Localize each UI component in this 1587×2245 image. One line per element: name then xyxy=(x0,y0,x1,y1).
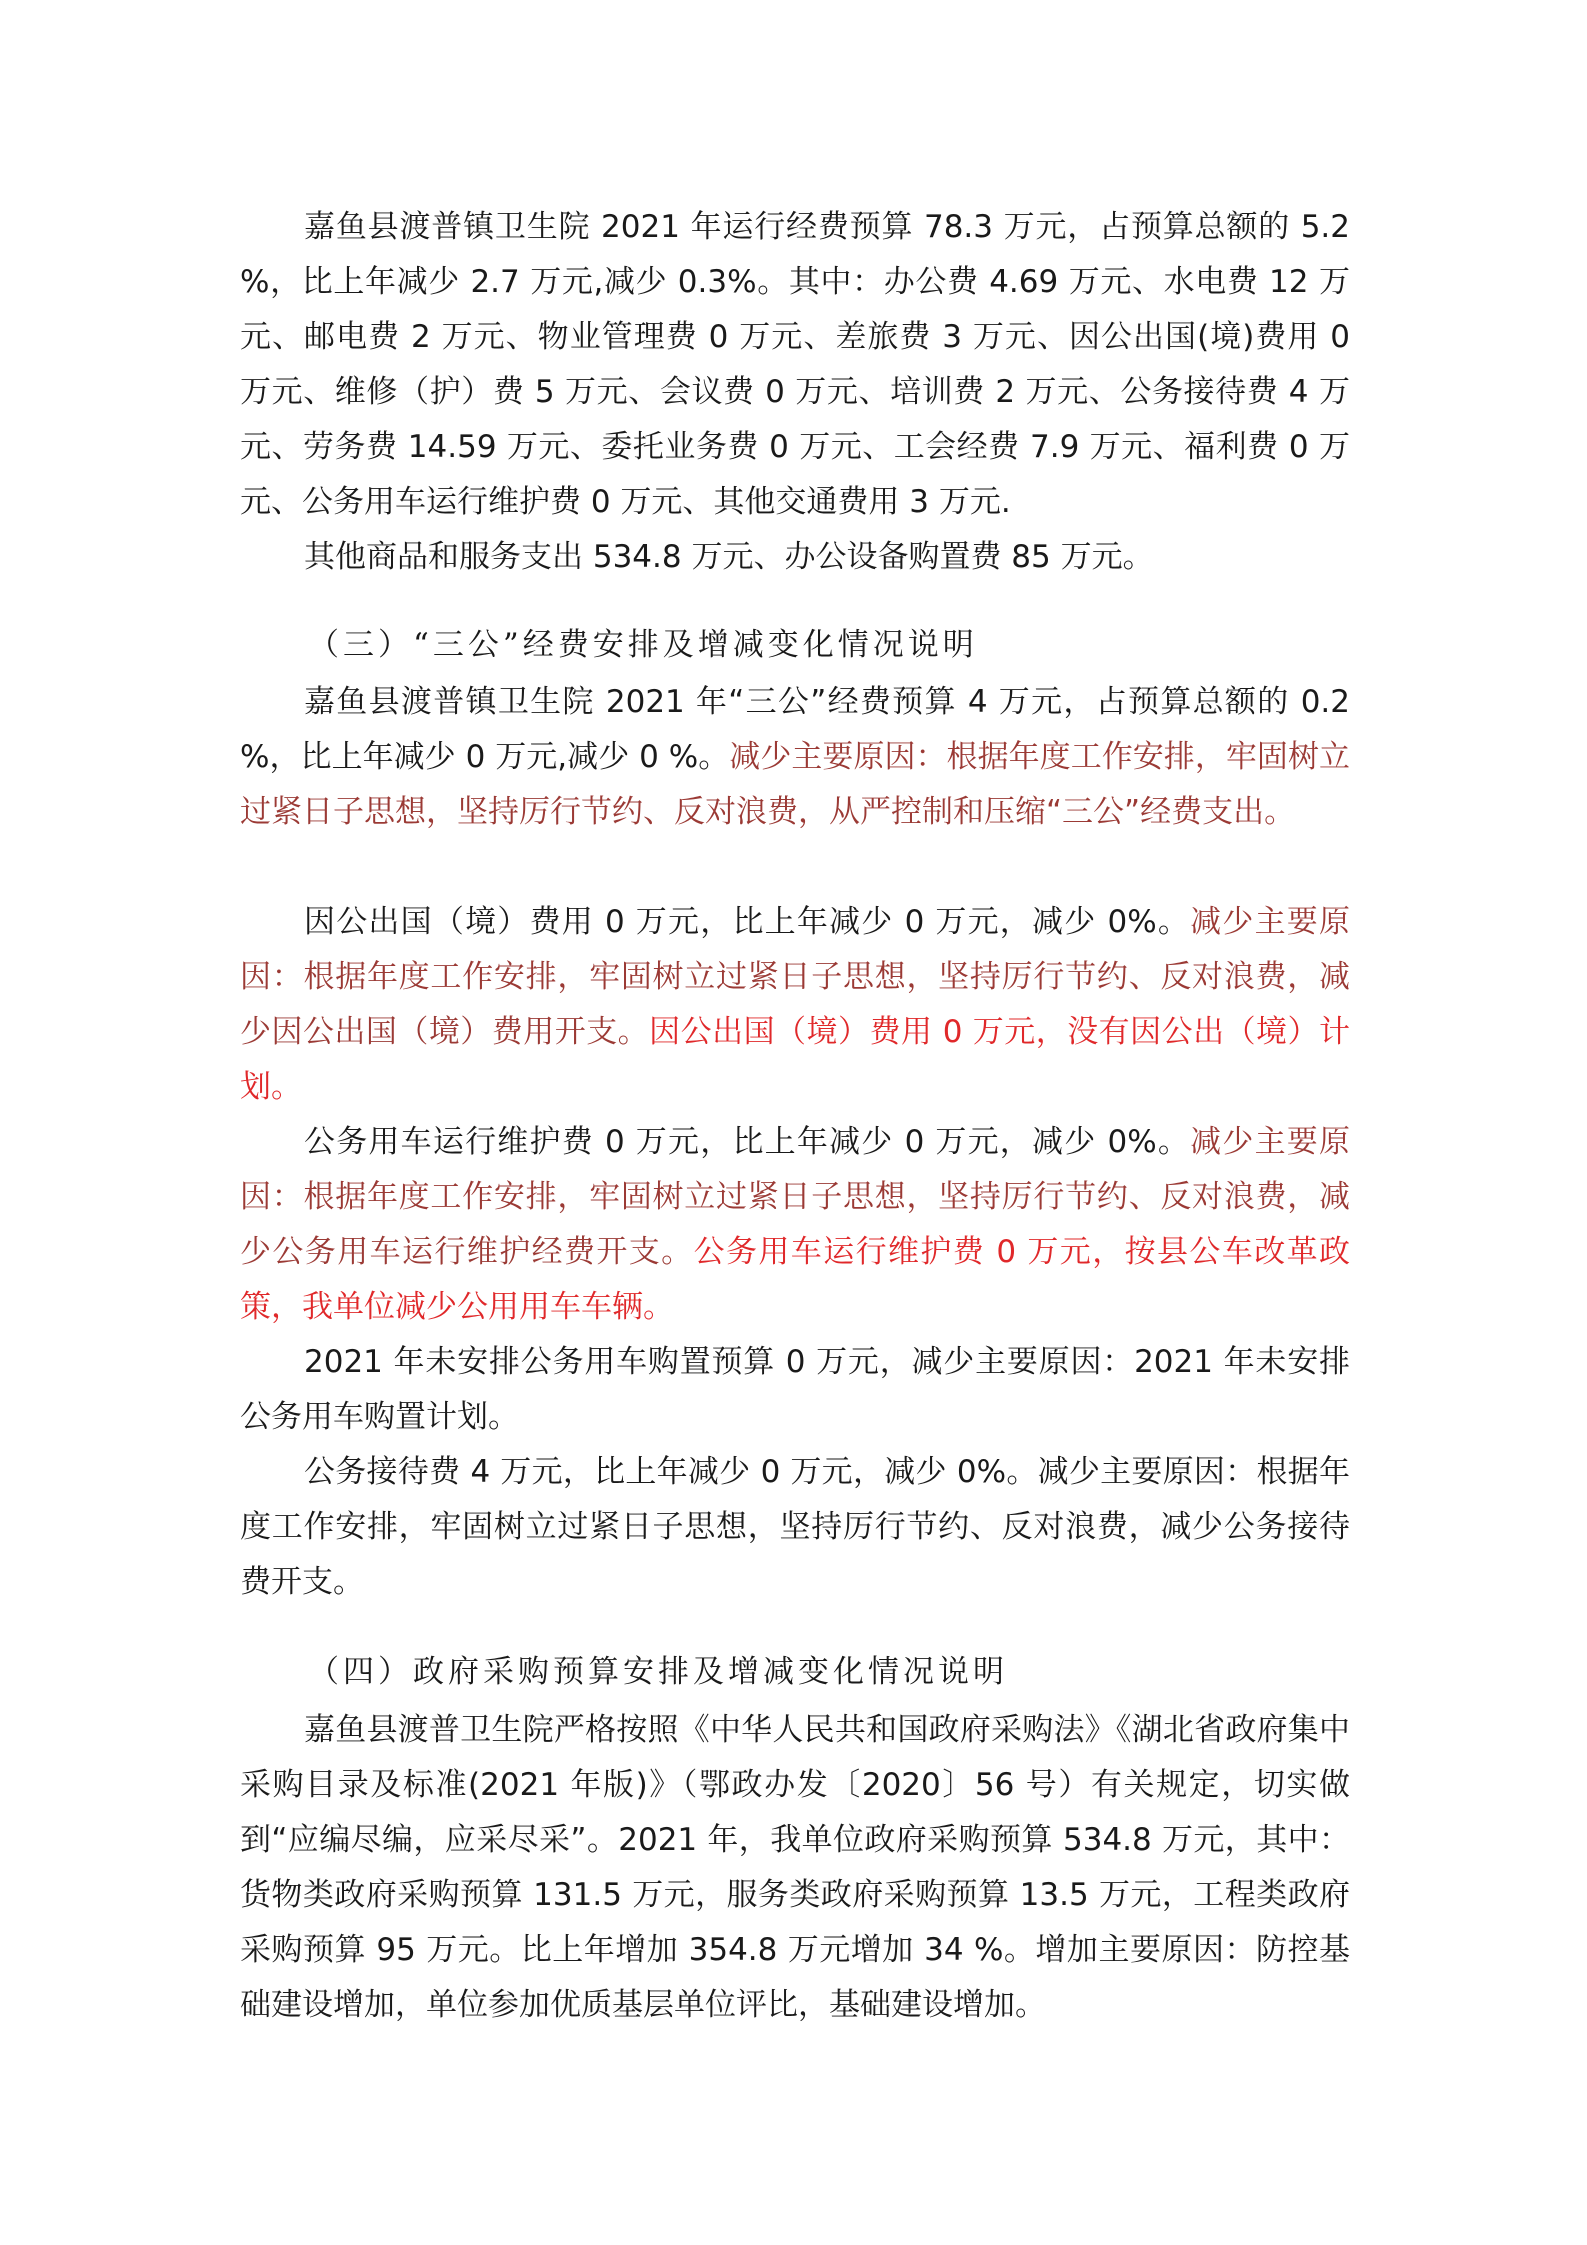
procurement-text: 嘉鱼县渡普卫生院严格按照《中华人民共和国政府采购法》《湖北省政府集中采购目录及标准(2021 年版)》（鄂政办发〔2020〕56 号）有关规定，切实做到“应编尽编，应采尽采”。2021 年，我单位政府采购预算 534.8 万元，其中：货物类政府采购预算 131.5 万元，服务类政府采购预算 13.5 万元，工程类政府采购预算 95 万元。比上年增加 354.8 万元增加 34 %。增加主要原因：防控基础建设增加，单位参加优质基层单位评比，基础建设增加。 xyxy=(240,1712,1350,2023)
overseas-travel-note-text: 因公出国（境）费用 0 万元，没有因公出（境）计划。 xyxy=(240,1014,1350,1105)
vehicle-maintenance-text: 公务用车运行维护费 0 万元，比上年减少 0 万元，减少 0%。 xyxy=(304,1124,1191,1160)
operating-budget-text: 嘉鱼县渡普镇卫生院 2021 年运行经费预算 78.3 万元，占预算总额的 5.2 %，比上年减少 2.7 万元,减少 0.3%。其中：办公费 4.69 万元、水电费 12 万元、邮电费 2 万元、物业管理费 0 万元、差旅费 3 万元、因公出国(境)费用 0 万元、维修（护）费 5 万元、会议费 0 万元、培训费 2 万元、公务接待费 4 万元、劳务费 14.59 万元、委托业务费 0 万元、工会经费 7.9 万元、福利费 0 万元、公务用车运行维护费 0 万元、其他交通费用 3 万元. xyxy=(240,209,1350,520)
vehicle-maintenance-reason-text: 减少主要原因：根据年度工作安排，牢固树立过紧日子思想，坚持厉行节约、反对浪费，减少公务用车运行维护经费开支。 xyxy=(240,1124,1351,1270)
reception-expenses-text: 公务接待费 4 万元，比上年减少 0 万元，减少 0%。减少主要原因：根据年度工作安排，牢固树立过紧日子思想，坚持厉行节约、反对浪费，减少公务接待费开支。 xyxy=(240,1454,1350,1600)
other-expenses-paragraph xyxy=(240,530,1350,585)
vehicle-purchase-paragraph xyxy=(240,1335,1350,1445)
vehicle-maintenance-paragraph xyxy=(240,1115,1350,1335)
three-public-budget-text: 嘉鱼县渡普镇卫生院 2021 年“三公”经费预算 4 万元，占预算总额的 0.2 %，比上年减少 0 万元,减少 0 %。 xyxy=(240,684,1350,775)
overseas-travel-paragraph xyxy=(240,895,1350,1115)
three-public-reason-text: 减少主要原因：根据年度工作安排，牢固树立过紧日子思想，坚持厉行节约、反对浪费，从严控制和压缩“三公”经费支出。 xyxy=(240,739,1350,830)
reception-expenses-paragraph xyxy=(240,1445,1350,1610)
vehicle-purchase-text: 2021 年未安排公务用车购置预算 0 万元，减少主要原因：2021 年未安排公务用车购置计划。 xyxy=(240,1344,1350,1435)
three-public-budget-paragraph xyxy=(240,675,1350,840)
section-three-heading: （三）“三公”经费安排及增减变化情况说明 xyxy=(308,627,978,663)
other-expenses-text: 其他商品和服务支出 534.8 万元、办公设备购置费 85 万元。 xyxy=(304,539,1154,575)
procurement-paragraph xyxy=(240,1703,1350,2033)
overseas-travel-reason-text: 减少主要原因：根据年度工作安排，牢固树立过紧日子思想，坚持厉行节约、反对浪费，减少因公出国（境）费用开支。 xyxy=(240,904,1351,1050)
vehicle-maintenance-note-text: 公务用车运行维护费 0 万元，按县公车改革政策，我单位减少公用用车车辆。 xyxy=(240,1234,1351,1325)
overseas-travel-text: 因公出国（境）费用 0 万元，比上年减少 0 万元，减少 0%。 xyxy=(304,904,1191,940)
operating-budget-paragraph xyxy=(240,200,1350,530)
section-four-heading: （四）政府采购预算安排及增减变化情况说明 xyxy=(308,1654,1008,1690)
